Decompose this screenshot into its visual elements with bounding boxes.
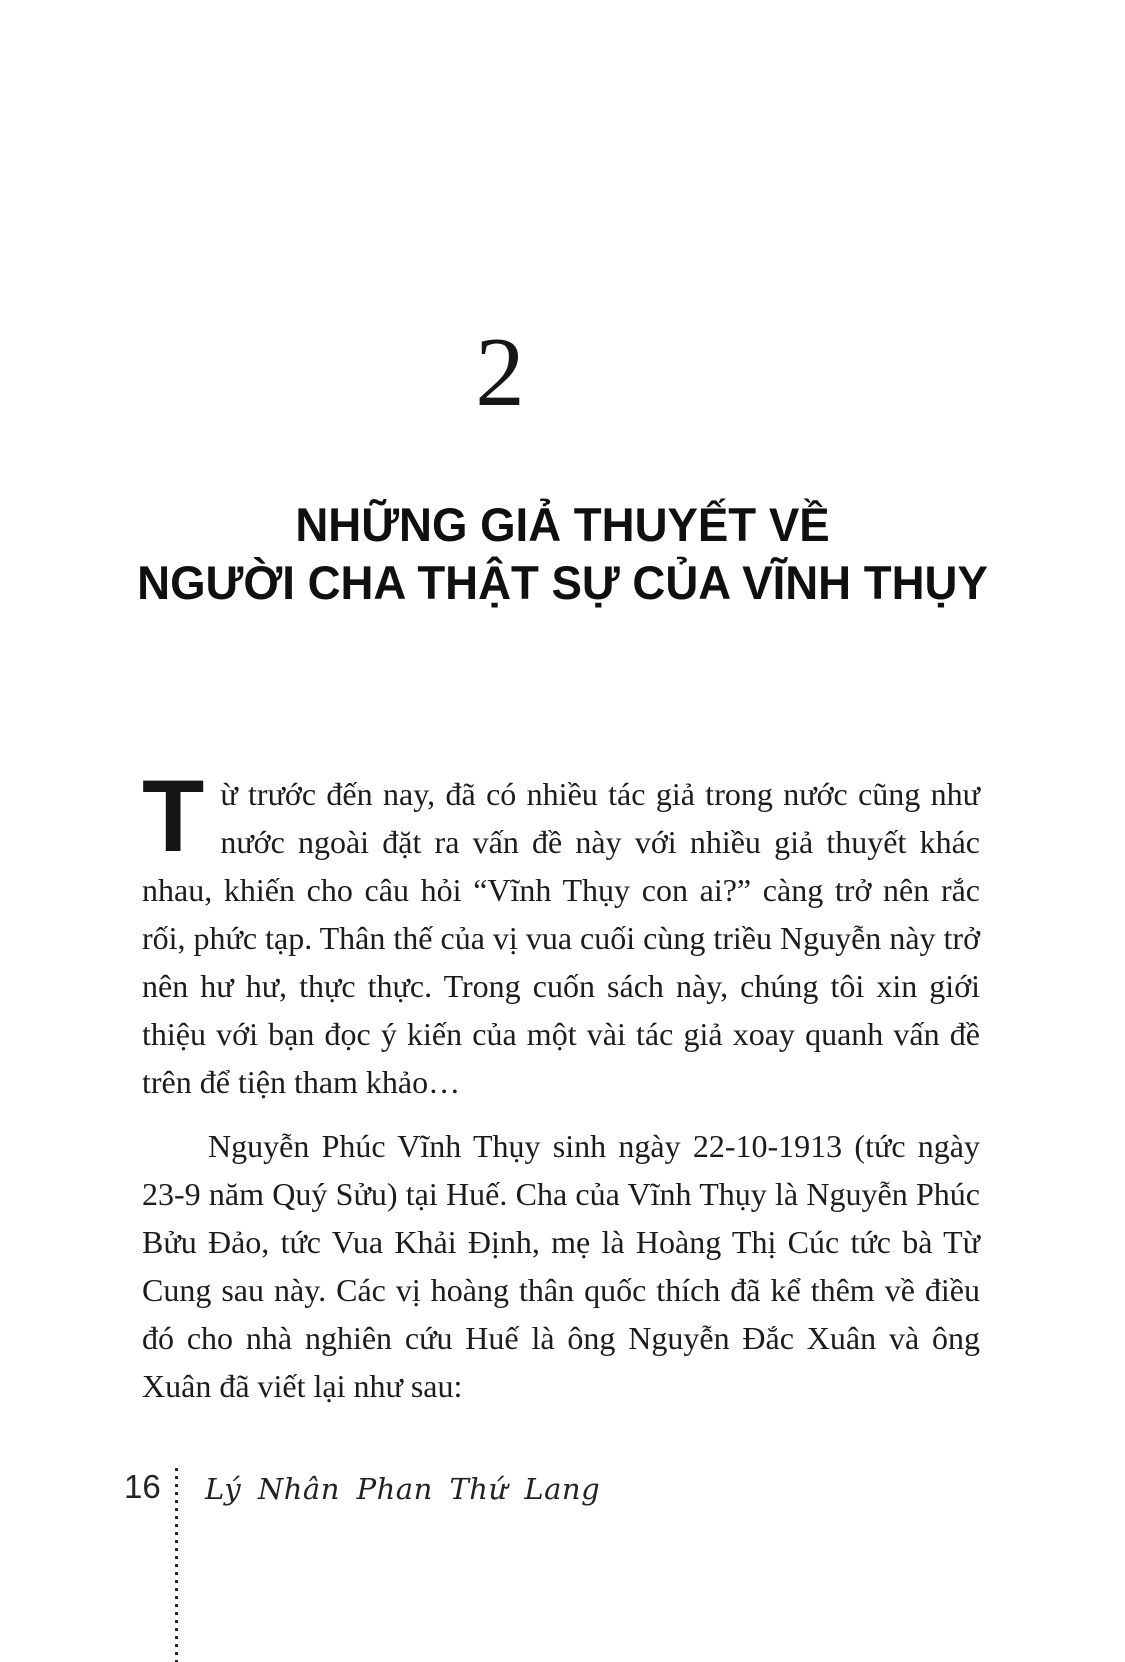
running-footer-author: Lý Nhân Phan Thứ Lang [205, 1472, 601, 1506]
chapter-title-line-2: NGƯỜI CHA THẬT SỰ CỦA VĨNH THỤY [137, 556, 988, 609]
paragraph-1-text: ừ trước đến nay, đã có nhiều tác giả trong nước cũng như nước ngoài đặt ra vấn đề này với nhiều giả thuyết khác nhau, khiến cho câu hỏi “Vĩnh Thụy con ai?” càng trở nên rắc rối, phức tạp. Thân thế của vị vua cuối cùng triều Nguyễn này trở nên hư hư, thực thực. Trong cuốn sách này, chúng tôi xin giới thiệu với bạn đọc ý kiến của một vài tác giả xoay quanh vấn đề trên để tiện tham khảo… [142, 776, 980, 1100]
paragraph-2: Nguyễn Phúc Vĩnh Thụy sinh ngày 22-10-1913 (tức ngày 23-9 năm Quý Sửu) tại Huế. Cha của Vĩnh Thụy là Nguyễn Phúc Bửu Đảo, tức Vua Khải Định, mẹ là Hoàng Thị Cúc tức bà Từ Cung sau này. Các vị hoàng thân quốc thích đã kể thêm về điều đó cho nhà nghiên cứu Huế là ông Nguyễn Đắc Xuân và ông Xuân đã viết lại như sau: [142, 1128, 980, 1404]
chapter-title [0, 496, 1125, 612]
chapter-title-line-1: NHỮNG GIẢ THUYẾT VỀ [295, 498, 830, 551]
chapter-number: 2 [475, 318, 525, 427]
body-text [142, 759, 980, 1410]
dotted-divider [175, 1468, 178, 1662]
drop-cap: T [142, 759, 205, 873]
paragraph-1 [142, 759, 980, 1106]
page-number: 16 [124, 1468, 161, 1505]
